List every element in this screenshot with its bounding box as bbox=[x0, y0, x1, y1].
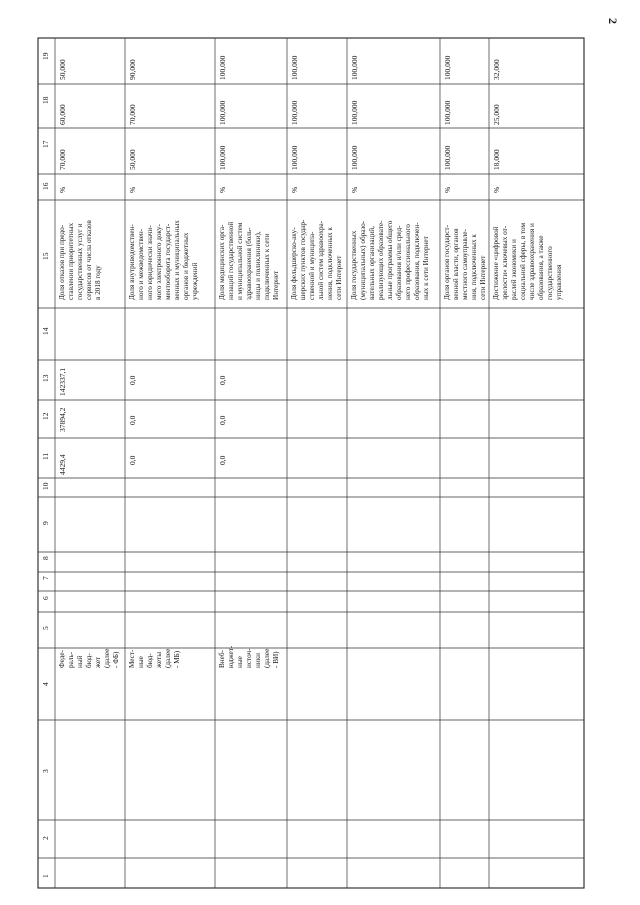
indicator-unit: % bbox=[218, 186, 227, 193]
col-header-14: 14 bbox=[41, 327, 50, 335]
col-header-8: 8 bbox=[41, 556, 50, 560]
indicator-value-col19: 100,000 bbox=[290, 55, 299, 80]
indicator-text: Доля отказов при предо- ставлении приоритетных государственных услуг и сервисов от числа отказов в 2018 году bbox=[58, 220, 102, 300]
fb-col12-value: 37894,2 bbox=[58, 407, 67, 432]
vi-col11-value: 0,0 bbox=[218, 455, 227, 465]
indicator-value-col18: 25,000 bbox=[492, 104, 501, 125]
indicator-unit: % bbox=[58, 186, 67, 193]
indicator-value-col18: 100,000 bbox=[350, 100, 359, 125]
indicator-value-col19: 100,000 bbox=[218, 55, 227, 80]
mb-col12-value: 0,0 bbox=[128, 415, 137, 425]
mb-col13-value: 0,0 bbox=[128, 375, 137, 385]
col-header-16: 16 bbox=[41, 182, 50, 190]
indicator-text: Доля государственных (муниципальных) образо- вательных организаций, реализующих образовате- льные программы общего образования и/или сред- него профессионального образования, подключен- ных к сети Интернет bbox=[350, 220, 430, 300]
col-header-11: 11 bbox=[41, 452, 50, 460]
col-header-4: 4 bbox=[41, 682, 50, 686]
col-header-10: 10 bbox=[41, 482, 50, 490]
col-header-9: 9 bbox=[41, 521, 50, 525]
indicator-value-col17: 100,000 bbox=[290, 145, 299, 170]
indicator-value-col17: 100,000 bbox=[350, 145, 359, 170]
col-header-13: 13 bbox=[41, 374, 50, 382]
indicator-text: Достижение «цифровой зрелости» ключевых от- раслей экономики и социальной сферы, в том числе здравоохранения и образования, а также государственного управления bbox=[492, 222, 563, 300]
col-header-17: 17 bbox=[41, 140, 50, 148]
page-number: 2 bbox=[606, 18, 620, 24]
indicator-text: Доля фельдшерско-аку- шерских пунктов государ- ственной и муниципа- льной систем здравоохра- нения, подключенных к сети Интернет bbox=[290, 219, 343, 300]
col-header-12: 12 bbox=[41, 412, 50, 420]
vi-col13-value: 0,0 bbox=[218, 375, 227, 385]
col-header-3: 3 bbox=[41, 769, 50, 773]
indicator-text: Доля внутриведомствен- ного и межведомствен- ного юридически значи- мого электронного доку- ментооборота государст- венных и муниципальных органов и бюджетных учреждений bbox=[128, 220, 199, 300]
indicator-value-col19: 32,000 bbox=[492, 59, 501, 80]
col-header-7: 7 bbox=[41, 576, 50, 580]
fb-col13-value: 142337,1 bbox=[58, 367, 67, 396]
indicator-value-col17: 70,000 bbox=[58, 149, 67, 170]
indicator-value-col19: 100,000 bbox=[350, 55, 359, 80]
fb-col11-value: 4429,4 bbox=[58, 454, 67, 475]
indicator-value-col18: 100,000 bbox=[443, 100, 452, 125]
indicator-text: Доля органов государст- венной власти, органов местного самоуправле- ния, подключенных к сети Интернет bbox=[443, 225, 487, 300]
indicator-unit: % bbox=[492, 186, 501, 193]
indicator-value-col17: 18,000 bbox=[492, 149, 501, 170]
col-header-19: 19 bbox=[41, 52, 50, 60]
indicator-value-col17: 50,000 bbox=[128, 149, 137, 170]
indicator-value-col19: 50,000 bbox=[58, 59, 67, 80]
indicator-value-col19: 90,000 bbox=[128, 59, 137, 80]
indicator-value-col17: 100,000 bbox=[443, 145, 452, 170]
table-border bbox=[38, 38, 584, 888]
col-header-5: 5 bbox=[41, 626, 50, 630]
col-header-15: 15 bbox=[41, 252, 50, 260]
indicator-unit: % bbox=[443, 186, 452, 193]
indicator-unit: % bbox=[290, 186, 299, 193]
vi-col12-value: 0,0 bbox=[218, 415, 227, 425]
col-header-1: 1 bbox=[41, 874, 50, 878]
indicator-value-col19: 100,000 bbox=[443, 55, 452, 80]
indicator-value-col18: 100,000 bbox=[218, 100, 227, 125]
indicator-value-col17: 100,000 bbox=[218, 145, 227, 170]
indicator-text: Доля медицинских орга- низаций государственной и муниципальной систем здравоохранения (боль- ницы и поликлиники), подключенных к сети Интернет bbox=[218, 221, 280, 300]
indicator-unit: % bbox=[128, 186, 137, 193]
col-header-2: 2 bbox=[41, 836, 50, 840]
source-label-vi: Внеб- юджет- ные источ- ники (далее - ВИ) bbox=[218, 645, 280, 668]
col-header-6: 6 bbox=[41, 596, 50, 600]
source-label-mb: Мест- ные бюд- жеты (далее - МБ) bbox=[128, 648, 181, 668]
indicator-value-col18: 70,000 bbox=[128, 104, 137, 125]
source-label-fb: Феде- раль- ный бюд- жет (далее - ФБ) bbox=[58, 648, 120, 668]
indicator-value-col18: 100,000 bbox=[290, 100, 299, 125]
indicator-unit: % bbox=[350, 186, 359, 193]
col-header-18: 18 bbox=[41, 96, 50, 104]
indicator-value-col18: 60,000 bbox=[58, 104, 67, 125]
mb-col11-value: 0,0 bbox=[128, 455, 137, 465]
